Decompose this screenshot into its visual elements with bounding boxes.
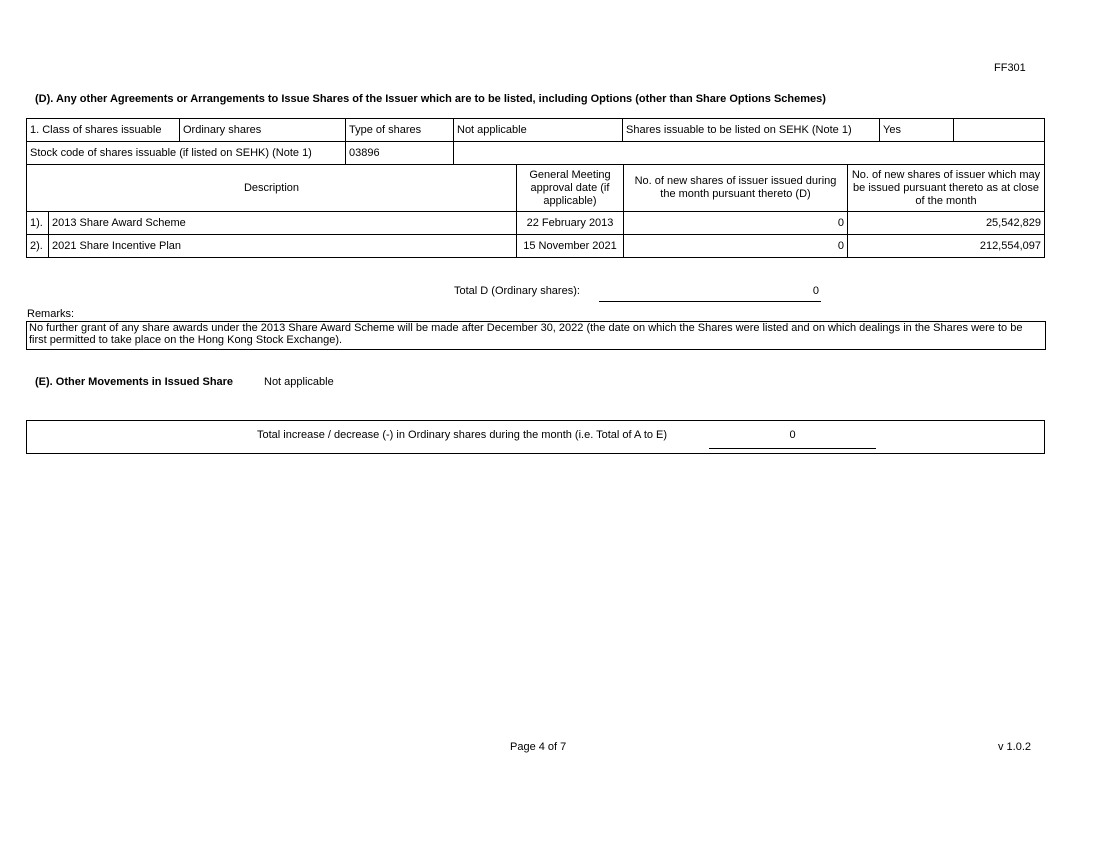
remarks-label: Remarks: (27, 308, 75, 320)
row-description: 2013 Share Award Scheme (49, 212, 517, 235)
issued-header: No. of new shares of issuer issued during the month pursuant thereto (D) (624, 165, 848, 212)
stock-code-blank (454, 142, 1045, 165)
empty-cell (954, 119, 1045, 142)
may-be-issued-header: No. of new shares of issuer which may be issued pursuant thereto as at close of the month (848, 165, 1045, 212)
total-d-label: Total D (Ordinary shares): (454, 285, 580, 297)
sehk-label: Shares issuable to be listed on SEHK (Note 1) (623, 119, 880, 142)
form-code: FF301 (994, 62, 1026, 74)
page-number: Page 4 of 7 (510, 741, 567, 753)
section-e-title: (E). Other Movements in Issued Share (35, 376, 234, 388)
sehk-value: Yes (880, 119, 954, 142)
class-of-shares-table (26, 118, 1045, 165)
grand-total-value: 0 (789, 429, 796, 441)
section-e-value: Not applicable (264, 376, 334, 388)
total-d-value: 0 (812, 285, 819, 297)
row-approval-date: 22 February 2013 (517, 212, 624, 235)
class-row (27, 119, 1045, 142)
row-may-be-issued: 25,542,829 (848, 212, 1045, 235)
row-issued: 0 (624, 212, 848, 235)
row-approval-date: 15 November 2021 (517, 235, 624, 258)
grand-total-underline (709, 448, 876, 449)
class-value: Ordinary shares (180, 119, 346, 142)
row-description: 2021 Share Incentive Plan (49, 235, 517, 258)
type-value: Not applicable (454, 119, 623, 142)
row-may-be-issued: 212,554,097 (848, 235, 1045, 258)
remarks-text: No further grant of any share awards under the 2013 Share Award Scheme will be made after December 30, 2022 (the date on which the Shares were listed and on which dealings in the Shares were to be first permitted to take place on the Hong Kong Stock Exchange). (26, 321, 1046, 350)
table-row (27, 212, 1045, 235)
version-label: v 1.0.2 (998, 741, 1032, 753)
total-d-underline (599, 301, 821, 302)
type-label: Type of shares (346, 119, 454, 142)
approval-date-header: General Meeting approval date (if applicable) (517, 165, 624, 212)
description-header: Description (27, 165, 517, 212)
stock-code-row (27, 142, 1045, 165)
table-header-row (27, 165, 1045, 212)
class-label: 1. Class of shares issuable (27, 119, 180, 142)
stock-code-value: 03896 (346, 142, 454, 165)
arrangements-table (26, 164, 1045, 258)
section-d-title: (D). Any other Agreements or Arrangements to Issue Shares of the Issuer which are to be listed, including Options (other than Share Options Schemes) (35, 93, 826, 105)
table-row (27, 235, 1045, 258)
stock-code-label: Stock code of shares issuable (if listed on SEHK) (Note 1) (27, 142, 346, 165)
row-index: 1). (27, 212, 49, 235)
row-issued: 0 (624, 235, 848, 258)
grand-total-label: Total increase / decrease (-) in Ordinary shares during the month (i.e. Total of A to E) (257, 429, 668, 441)
row-index: 2). (27, 235, 49, 258)
